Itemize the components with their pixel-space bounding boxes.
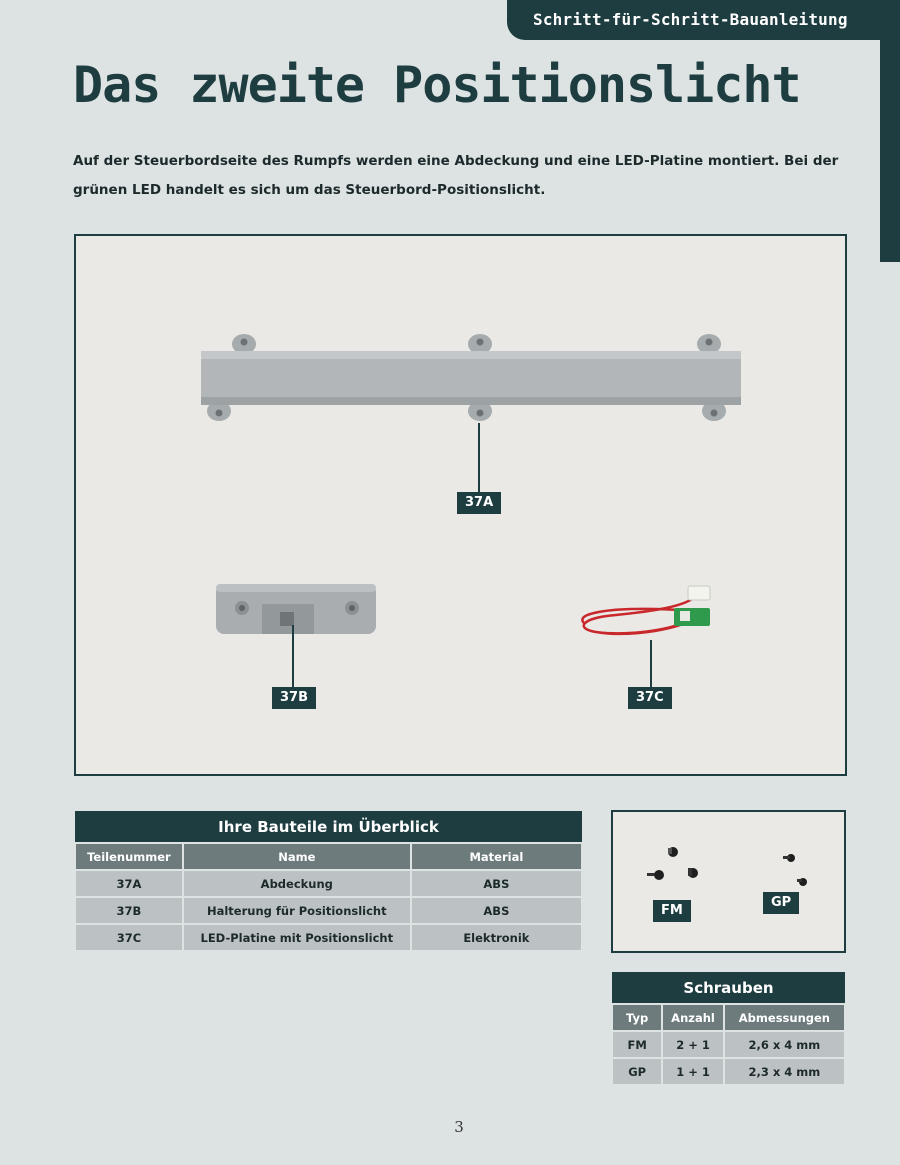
callout-37b: 37B (272, 687, 316, 709)
screws-header-type: Typ (612, 1004, 662, 1031)
screw-label-fm: FM (653, 900, 691, 922)
parts-header-material: Material (411, 843, 582, 870)
callout-37a-line (478, 423, 480, 497)
screw-dimensions: 2,6 x 4 mm (724, 1031, 845, 1058)
parts-overview-table (74, 811, 583, 952)
table-row (612, 1031, 845, 1058)
screw-label-gp: GP (763, 892, 799, 914)
screws-table (611, 972, 846, 1086)
screws-header-count: Anzahl (662, 1004, 724, 1031)
screw-count: 2 + 1 (662, 1031, 724, 1058)
part-material: ABS (411, 897, 582, 924)
callout-37b-line (292, 625, 294, 689)
callout-37c: 37C (628, 687, 672, 709)
intro-paragraph: Auf der Steuerbordseite des Rumpfs werden eine Abdeckung und eine LED-Platine montiert. Bei der grünen LED handelt es sich um das Steuerbord-Positionslicht. (73, 153, 839, 198)
parts-header-number: Teilenummer (75, 843, 183, 870)
screw-dimensions: 2,3 x 4 mm (724, 1058, 845, 1085)
part-number: 37A (75, 870, 183, 897)
page-number: 3 (454, 1118, 464, 1136)
part-37c-led-board (582, 586, 710, 634)
page-title: Das zweite Positionslicht (73, 56, 801, 114)
table-row (612, 1058, 845, 1085)
parts-header-name: Name (183, 843, 411, 870)
parts-photo (74, 234, 847, 776)
screws-illustration (613, 812, 844, 951)
part-name: Halterung für Positionslicht (183, 897, 411, 924)
callout-37c-line (650, 640, 652, 690)
table-row (75, 870, 582, 897)
callout-37a: 37A (457, 492, 501, 514)
part-material: ABS (411, 870, 582, 897)
part-number: 37B (75, 897, 183, 924)
part-number: 37C (75, 924, 183, 951)
part-37a-cover (201, 334, 741, 421)
screws-table-title: Schrauben (612, 972, 845, 1004)
fm-screws (647, 847, 698, 880)
screw-type: GP (612, 1058, 662, 1085)
table-row (75, 924, 582, 951)
part-material: Elektronik (411, 924, 582, 951)
screws-header-dimensions: Abmessungen (724, 1004, 845, 1031)
gp-screws (783, 854, 807, 886)
section-tab: Schritt-für-Schritt-Bauanleitung (507, 0, 900, 40)
part-37b-holder (216, 584, 376, 634)
parts-table-title: Ihre Bauteile im Überblick (75, 811, 582, 843)
screw-count: 1 + 1 (662, 1058, 724, 1085)
screw-type: FM (612, 1031, 662, 1058)
side-accent-bar (880, 40, 900, 262)
screws-photo (611, 810, 846, 953)
part-name: LED-Platine mit Positionslicht (183, 924, 411, 951)
part-name: Abdeckung (183, 870, 411, 897)
table-row (75, 897, 582, 924)
